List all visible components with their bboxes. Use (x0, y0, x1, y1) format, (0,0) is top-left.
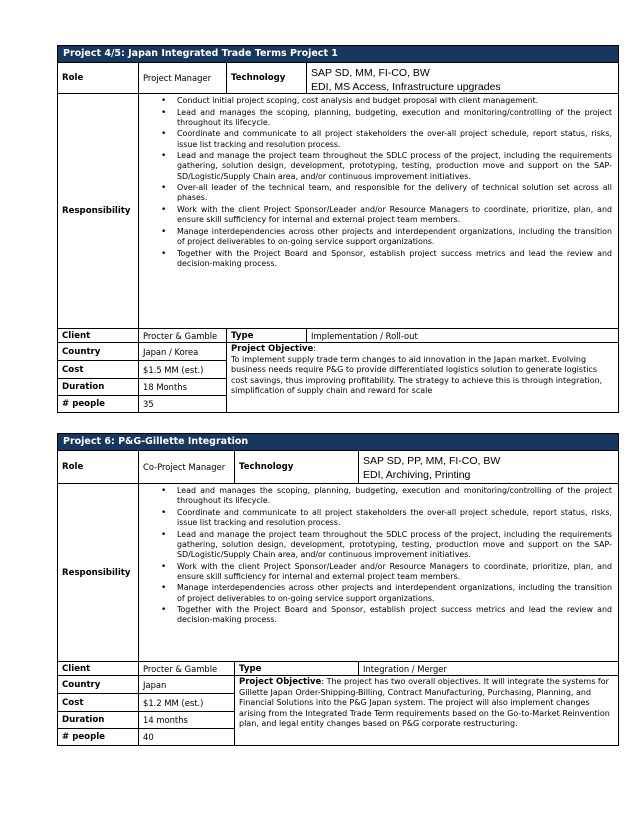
client-row (58, 661, 618, 675)
technology-line-1: SAP SD, PP, MM, FI-CO, BW (363, 455, 501, 467)
client-label: Client (62, 663, 91, 674)
responsibility-item: • Lead and manages the scoping, planning, budgeting, execution and monitoring/controlling of the project throughout its lifecycle. (177, 486, 612, 506)
project-header: Project 4/5: Japan Integrated Trade Terms Project 1 (58, 46, 618, 62)
cost-value: $1.5 MM (est.) (138, 361, 226, 378)
details-block (58, 342, 618, 412)
objective-text: To implement supply trade term changes to aid innovation in the Japan market. Evolving business needs require P&G to provide differentiated logistics solution to generate logistics cost savings, thus improving profitability. The strategy to achieve this is through integration, simplification of supply chain and reward for scale (231, 354, 603, 396)
responsibility-item: • Lead and manages the scoping, planning, budgeting, execution and monitoring/controlling of the project throughout its lifecycle. (177, 108, 612, 128)
duration-value: 14 months (138, 712, 234, 728)
cost-row (58, 360, 226, 378)
duration-label: Duration (62, 715, 105, 725)
type-value: Implementation / Roll-out (306, 329, 618, 342)
responsibility-label: Responsibility (62, 206, 131, 216)
project-table-6 (57, 433, 619, 746)
people-row (58, 728, 234, 745)
country-row (58, 676, 234, 693)
people-value: 35 (138, 396, 226, 412)
project-header: Project 6: P&G-Gillette Integration (58, 434, 618, 450)
objective-separator: : (313, 344, 317, 353)
details-left (58, 676, 234, 745)
technology-line-1: SAP SD, MM, FI-CO, BW (311, 67, 430, 79)
technology-value (306, 63, 618, 93)
people-row (58, 395, 226, 412)
duration-value: 18 Months (138, 379, 226, 395)
role-value: Project Manager (138, 63, 226, 93)
responsibility-item: • Manage interdependencies across other projects and interdependent organizations, including the transition of project deliverables to on-going service support organizations. (177, 227, 612, 247)
type-label: Type (234, 662, 358, 675)
type-label: Type (226, 329, 306, 342)
objective-cell (226, 343, 618, 412)
objective-cell (234, 676, 618, 745)
people-label: # people (62, 732, 106, 742)
responsibility-row (58, 483, 618, 661)
role-row (58, 450, 618, 483)
country-label: Country (62, 679, 101, 690)
details-left (58, 343, 226, 412)
objective-label: Project Objective (239, 677, 322, 687)
responsibility-list-cell (138, 484, 618, 661)
client-value: Procter & Gamble (138, 662, 234, 675)
duration-row (58, 378, 226, 395)
client-label: Client (62, 330, 91, 341)
country-value: Japan (138, 676, 234, 693)
responsibility-list (139, 484, 618, 626)
responsibility-row (58, 93, 618, 328)
role-label: Role (62, 462, 84, 472)
responsibility-item: • Manage interdependencies across other projects and interdependent organizations, including the transition of project deliverables to on-going service support organizations. (177, 583, 612, 603)
responsibility-label: Responsibility (62, 567, 131, 578)
country-row (58, 343, 226, 360)
project-table-4-5 (57, 45, 619, 413)
responsibility-item: • Lead and manage the project team throughout the SDLC process of the project, including the requirements gathering, solution design, development, prototyping, testing, production move and support on the SAP-SD/Logistic/Supply Chain area, and/or continuous improvement initiatives. (177, 151, 612, 181)
technology-line-2: EDI, MS Access, Infrastructure upgrades (311, 81, 501, 93)
responsibility-item: • Coordinate and communicate to all project stakeholders the over-all project schedule, report status, risks, issue list tracking and resolution process. (177, 508, 612, 528)
client-value: Procter & Gamble (138, 329, 226, 342)
cost-value: $1.2 MM (est.) (138, 694, 234, 711)
country-label: Country (62, 346, 101, 357)
responsibility-item: • Together with the Project Board and Sponsor, establish project success metrics and lead the review and decision-making process. (177, 249, 612, 269)
responsibility-item: • Conduct initial project scoping, cost analysis and budget proposal with client management. (177, 96, 612, 106)
duration-row (58, 711, 234, 728)
role-row (58, 62, 618, 93)
client-row (58, 328, 618, 342)
people-value: 40 (138, 729, 234, 745)
responsibility-item: • Work with the client Project Sponsor/Leader and/or Resource Managers to coordinate, prioritize, plan, and ensure skill sufficiency for internal and external project team members. (177, 562, 612, 582)
responsibility-item: • Work with the client Project Sponsor/Leader and/or Resource Managers to coordinate, prioritize, plan, and ensure skill sufficiency for internal and external project team members. (177, 205, 612, 225)
responsibility-item: • Over-all leader of the technical team, and responsible for the delivery of technical solution set across all phases. (177, 183, 612, 203)
objective-separator: : (321, 677, 325, 686)
responsibility-list-cell (138, 94, 618, 328)
technology-line-2: EDI, Archiving, Printing (363, 469, 471, 481)
objective-text: The project has two overall objectives. It will integrate the systems for Gillette Japan Order-Shipping-Billing, Contract Manufacturing, Purchasing, Planning, and Financial Solutions into the P&G Japan system. The project will also implement changes arising from the Integrated Trade Term requirements based on the Go-to-Market Reinvention plan, and legal entity changes based on P&G corporate restructuring. (239, 677, 610, 729)
responsibility-item: • Lead and manage the project team throughout the SDLC process of the project, including the requirements gathering, solution design, development, prototyping, testing, production move and support on the SAP-SD/Logistic/Supply Chain area, and/or continuous improvement initiatives. (177, 530, 612, 560)
cost-label: Cost (62, 697, 84, 708)
responsibility-list (139, 94, 618, 269)
people-label: # people (62, 399, 106, 409)
technology-label: Technology (234, 451, 358, 483)
cost-row (58, 693, 234, 711)
role-label: Role (62, 73, 84, 83)
duration-label: Duration (62, 382, 105, 392)
technology-label: Technology (226, 63, 306, 93)
country-value: Japan / Korea (138, 343, 226, 360)
type-value: Integration / Merger (358, 662, 618, 675)
responsibility-item: • Together with the Project Board and Sponsor, establish project success metrics and lead the review and decision-making process. (177, 605, 612, 625)
role-value: Co-Project Manager (138, 451, 234, 483)
responsibility-item: • Coordinate and communicate to all project stakeholders the over-all project schedule, report status, risks, issue list tracking and resolution process. (177, 129, 612, 149)
objective-label: Project Objective (231, 344, 314, 354)
details-block (58, 675, 618, 745)
technology-value (358, 451, 618, 483)
cost-label: Cost (62, 364, 84, 375)
